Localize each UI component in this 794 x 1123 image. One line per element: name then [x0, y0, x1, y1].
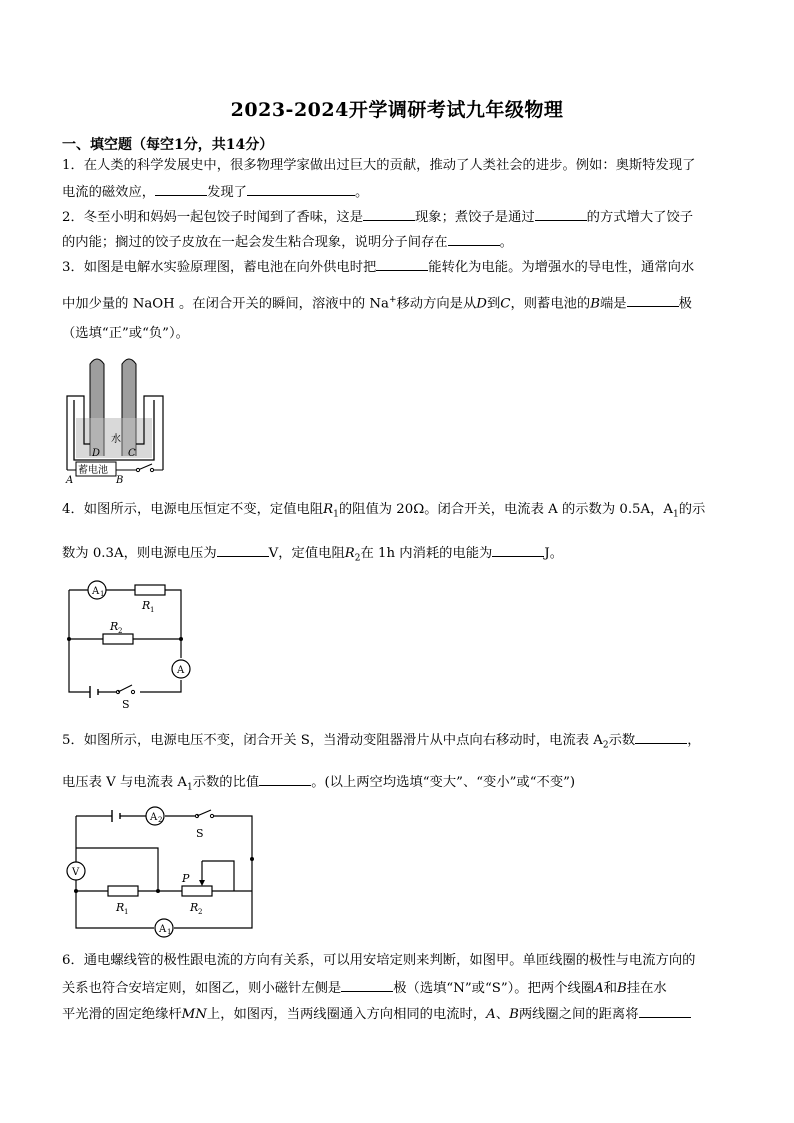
- label-D: D: [92, 448, 101, 459]
- q2-text: 现象；煮饺子是通过: [415, 210, 535, 225]
- rheostat-R2: [182, 886, 212, 896]
- q6-text: 和: [603, 981, 617, 996]
- q3-text: （选填“正”或“负”）。: [62, 326, 189, 341]
- symbol-A: A: [594, 981, 604, 996]
- junction-node: [179, 637, 183, 641]
- q5-text: 电压表 V 与电流表 A: [62, 775, 187, 790]
- junction-node: [250, 857, 254, 861]
- q6-line3: [62, 1003, 734, 1025]
- R1-label: R: [116, 901, 125, 914]
- circuit-wires: [76, 816, 252, 928]
- q5-text: 示数: [608, 733, 636, 748]
- ammeter-label: A: [92, 586, 100, 597]
- battery-label: 蓄电池: [78, 465, 108, 476]
- R1-label-sub: 1: [150, 606, 155, 614]
- slider-arrow[interactable]: [199, 880, 205, 886]
- q2-line1: [62, 206, 734, 228]
- label-A: A: [66, 475, 74, 486]
- symbol-B: B: [509, 1007, 519, 1022]
- q1-line1: [62, 156, 734, 176]
- q4-text: 在 1h 内消耗的电能为: [360, 546, 493, 561]
- switch-contact: [136, 468, 139, 471]
- q6-line1: [62, 951, 734, 971]
- answer-blank[interactable]: [217, 542, 269, 557]
- junction-node: [156, 889, 160, 893]
- resistor-R2: [103, 634, 133, 644]
- q3-text: 到: [486, 296, 501, 312]
- superscript: +: [388, 295, 397, 305]
- q4-text: J。: [544, 546, 563, 561]
- subscript: 2: [602, 740, 609, 751]
- inner-wires: [76, 848, 252, 891]
- q4-text: 的阻值为 20Ω。闭合开关，电流表 A 的示数为 0.5A，A: [338, 502, 674, 517]
- circuit-figure-q4: [60, 576, 200, 712]
- q3-text: 端是: [600, 296, 627, 312]
- subscript: 1: [673, 509, 679, 520]
- answer-blank[interactable]: [363, 206, 415, 221]
- junction-node: [67, 637, 71, 641]
- q6-text: 、: [495, 1007, 510, 1022]
- q4-text: 4．如图所示，电源电压恒定不变，定值电阻: [62, 502, 324, 517]
- q6-line2: [62, 977, 734, 999]
- q5-text: ，: [687, 733, 701, 748]
- q6-text: 关系也符合安培定则，如图乙，则小磁针左侧是: [62, 981, 342, 996]
- ammeter-label: A: [159, 924, 167, 935]
- q3-text: 移动方向是从: [396, 296, 477, 312]
- q3-text: 中加少量的 NaOH 。在闭合开关的瞬间，溶液中的 Na: [62, 296, 389, 312]
- symbol-R: R: [323, 502, 334, 517]
- symbol-A: A: [486, 1007, 496, 1022]
- battery-symbol: [90, 686, 98, 698]
- q2-line2: [62, 231, 734, 253]
- battery-symbol: [112, 810, 120, 822]
- junction-node: [74, 889, 78, 893]
- answer-blank[interactable]: [448, 231, 500, 246]
- ammeter-label-sub: 1: [167, 928, 172, 936]
- q2-text: 2．冬至小明和妈妈一起包饺子时闻到了香味，这是: [62, 210, 363, 225]
- answer-blank[interactable]: [376, 256, 428, 271]
- q3-text: 3．如图是电解水实验原理图，蓄电池在向外供电时把: [62, 260, 377, 275]
- q6-text: 平光滑的固定绝缘杆: [62, 1007, 182, 1022]
- symbol-R: R: [344, 546, 355, 561]
- answer-blank[interactable]: [639, 1003, 691, 1018]
- ammeter-label: A: [177, 665, 185, 676]
- switch-contact: [210, 814, 213, 817]
- q6-text: 两线圈之间的距离将: [518, 1007, 639, 1022]
- section-heading: 一、填空题（每空1分，共14分）: [62, 137, 274, 153]
- q2-text: 。: [499, 235, 513, 250]
- subscript: 2: [354, 553, 361, 564]
- answer-blank[interactable]: [341, 977, 393, 992]
- q6-text: 上，如图丙，当两线圈通入方向相同的电流时，: [206, 1007, 487, 1022]
- switch-lever: [197, 810, 211, 816]
- q1-text: 电流的磁效应，: [62, 185, 156, 200]
- ammeter-label-sub: 1: [100, 590, 105, 598]
- q1-text: 1．在人类的科学发展史中，很多物理学家做出过巨大的贡献，推动了人类社会的进步。例如：奥斯特发现了: [62, 158, 696, 173]
- q4-text: 的示: [678, 502, 706, 517]
- R2-label: R: [110, 620, 119, 633]
- answer-blank[interactable]: [492, 542, 544, 557]
- answer-blank[interactable]: [155, 181, 207, 196]
- water-label: 水: [111, 434, 121, 445]
- answer-blank[interactable]: [247, 181, 355, 196]
- R1-label-sub: 1: [124, 908, 129, 916]
- page-title: 2023-2024开学调研考试九年级物理: [230, 99, 564, 121]
- label-C: C: [128, 448, 136, 459]
- q1-line2: [62, 181, 734, 203]
- R2-label-sub: 2: [198, 908, 203, 916]
- answer-blank[interactable]: [627, 292, 679, 307]
- q6-text: 极（选填“N”或“S”）。把两个线圈: [393, 981, 595, 996]
- R1-label: R: [142, 599, 151, 612]
- subscript: 1: [333, 509, 339, 520]
- ammeter-label-sub: 2: [158, 816, 163, 824]
- q5-text: 示数的比值: [192, 775, 260, 790]
- q6-text: 挂在水: [626, 981, 667, 996]
- q3-text: 能转化为电能。为增强水的导电性，通常向水: [428, 260, 695, 275]
- q1-text: 。: [354, 185, 369, 200]
- q3-line2: [62, 290, 734, 314]
- electrolysis-figure: [64, 352, 168, 486]
- q3-text: 极: [678, 296, 692, 312]
- q5-text: 。(以上两空均选填“变大”、“变小”或“不变”): [311, 775, 576, 790]
- q6-text: 6．通电螺线管的极性跟电流的方向有关系，可以用安培定则来判断，如图甲。单匝线圈的极性与电流方向的: [62, 953, 696, 968]
- slider-label: P: [182, 872, 190, 885]
- q4-text: V，定值电阻: [268, 546, 345, 561]
- switch-contact: [150, 468, 153, 471]
- q4-line1: [62, 500, 734, 525]
- voltmeter-label: V: [72, 867, 80, 878]
- q2-text: 的方式增大了饺子: [586, 210, 694, 225]
- answer-blank[interactable]: [259, 771, 311, 786]
- R2-label-sub: 2: [118, 627, 123, 635]
- resistor-R1: [108, 886, 138, 896]
- answer-blank[interactable]: [535, 206, 587, 221]
- ammeter-label: A: [150, 812, 158, 823]
- symbol-B: B: [590, 296, 600, 312]
- symbol-B: B: [617, 981, 627, 996]
- switch-label: S: [122, 698, 130, 711]
- switch-lever: [118, 685, 132, 692]
- symbol-MN: MN: [181, 1007, 207, 1022]
- symbol-C: C: [500, 296, 511, 312]
- subscript: 1: [186, 782, 193, 793]
- q3-line3: [62, 324, 734, 344]
- answer-blank[interactable]: [635, 729, 687, 744]
- q3-text: ，则蓄电池的: [510, 296, 591, 312]
- label-B: B: [116, 475, 124, 486]
- switch-contact: [131, 690, 134, 693]
- q5-line1: [62, 729, 734, 756]
- symbol-D: D: [476, 296, 487, 312]
- q1-text: 发现了: [207, 185, 247, 200]
- q2-text: 的内能；搁过的饺子皮放在一起会发生粘合现象，说明分子间存在: [62, 235, 448, 250]
- R2-label: R: [190, 901, 199, 914]
- switch-label: S: [196, 827, 204, 840]
- q4-line2: [62, 542, 734, 569]
- q5-line2: [62, 771, 734, 798]
- resistor-R1: [135, 585, 165, 595]
- q3-line1: [62, 256, 734, 278]
- circuit-figure-q5: [62, 802, 262, 944]
- q4-text: 数为 0.3A，则电源电压为: [62, 546, 217, 561]
- q5-text: 5．如图所示，电源电压不变，闭合开关 S，当滑动变阻器滑片从中点向右移动时，电流表 A: [62, 733, 603, 748]
